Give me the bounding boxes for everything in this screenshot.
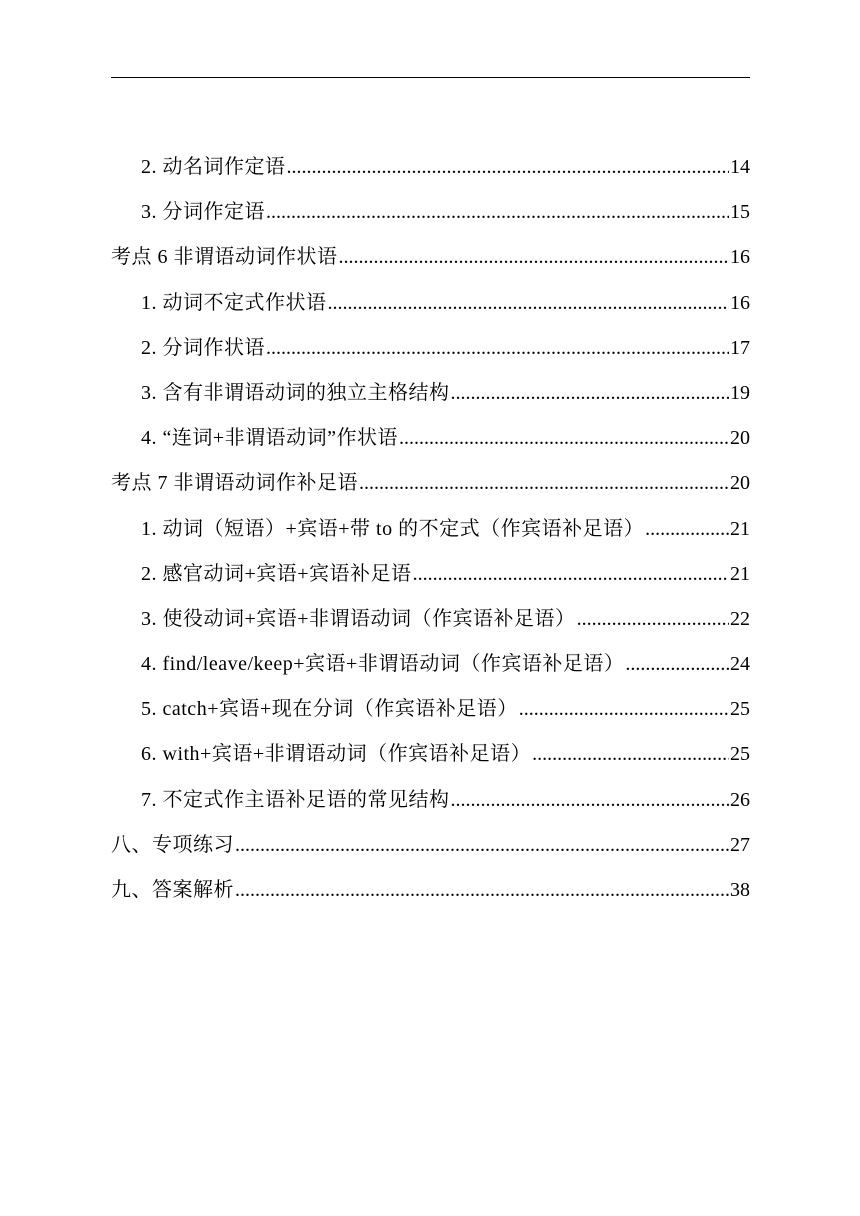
toc-entry[interactable]: [111, 374, 750, 419]
toc-dot-leader: [235, 826, 729, 864]
toc-entry-label: 3. 含有非谓语动词的独立主格结构: [141, 381, 450, 404]
toc-entry-label: 考点 6 非谓语动词作状语: [111, 246, 338, 269]
toc-entry-page: 27: [730, 833, 750, 856]
toc-dot-leader: [519, 690, 729, 728]
toc-entry-page: 25: [730, 743, 750, 766]
toc-entry-label: 九、答案解析: [111, 879, 234, 901]
toc-entry-page: 24: [730, 653, 750, 676]
toc-dot-leader: [625, 645, 729, 683]
toc-entry-page: 19: [730, 381, 750, 404]
toc-entry[interactable]: [111, 284, 750, 329]
toc-entry-label: 八、专项练习: [111, 833, 234, 856]
toc-entry-page: 38: [730, 879, 750, 901]
toc-entry-page: 16: [730, 291, 750, 314]
toc-entry[interactable]: [111, 826, 750, 871]
toc-entry[interactable]: [111, 690, 750, 735]
toc-entry-page: 21: [730, 562, 750, 585]
toc-entry-label: 2. 感官动词+宾语+宾语补足语: [141, 562, 412, 585]
toc-dot-leader: [235, 871, 729, 909]
toc-dot-leader: [328, 284, 730, 322]
toc-entry-label: 考点 7 非谓语动词作补足语: [111, 472, 358, 495]
toc-entry-page: 20: [730, 427, 750, 450]
toc-entry-page: 22: [730, 607, 750, 630]
toc-entry[interactable]: [111, 148, 750, 193]
toc-entry-page: 26: [730, 788, 750, 811]
toc-dot-leader: [451, 781, 730, 819]
toc-dot-leader: [577, 600, 729, 638]
toc-entry-page: 16: [730, 246, 750, 269]
toc-entry[interactable]: [111, 329, 750, 374]
toc-dot-leader: [339, 238, 730, 276]
toc-dot-leader: [266, 193, 729, 231]
toc-entry-page: 17: [730, 336, 750, 359]
table-of-contents: [111, 148, 750, 916]
toc-entry-label: 1. 动词不定式作状语: [141, 291, 327, 314]
toc-dot-leader: [266, 329, 729, 367]
toc-entry[interactable]: [111, 735, 750, 780]
toc-entry[interactable]: [111, 464, 750, 509]
toc-entry[interactable]: [111, 510, 750, 555]
toc-entry-page: 20: [730, 472, 750, 495]
toc-dot-leader: [413, 555, 729, 593]
toc-entry[interactable]: [111, 645, 750, 690]
toc-entry-label: 6. with+宾语+非谓语动词（作宾语补足语）: [141, 743, 532, 766]
toc-dot-leader: [399, 419, 729, 457]
toc-entry-label: 3. 使役动词+宾语+非谓语动词（作宾语补足语）: [141, 607, 576, 630]
toc-dot-leader: [645, 510, 729, 548]
toc-entry[interactable]: [111, 193, 750, 238]
toc-entry[interactable]: [111, 419, 750, 464]
toc-entry-page: 21: [730, 517, 750, 540]
toc-dot-leader: [287, 148, 730, 186]
toc-dot-leader: [359, 464, 729, 502]
toc-entry[interactable]: [111, 238, 750, 283]
toc-entry-label: 7. 不定式作主语补足语的常见结构: [141, 788, 450, 811]
toc-entry-label: 2. 动名词作定语: [141, 156, 286, 178]
toc-entry-page: 25: [730, 698, 750, 721]
toc-entry[interactable]: [111, 555, 750, 600]
toc-entry-page: 14: [730, 156, 750, 178]
toc-entry-label: 5. catch+宾语+现在分词（作宾语补足语）: [141, 698, 518, 721]
toc-entry-label: 2. 分词作状语: [141, 336, 265, 359]
toc-entry-page: 15: [730, 201, 750, 224]
toc-entry-label: 1. 动词（短语）+宾语+带 to 的不定式（作宾语补足语）: [141, 517, 645, 540]
toc-entry-label: 3. 分词作定语: [141, 201, 265, 224]
toc-entry[interactable]: [111, 781, 750, 826]
toc-entry[interactable]: [111, 600, 750, 645]
header-rule: [111, 77, 750, 78]
toc-entry-label: 4. find/leave/keep+宾语+非谓语动词（作宾语补足语）: [141, 653, 625, 676]
toc-entry-label: 4. “连词+非谓语动词”作状语: [141, 427, 399, 450]
toc-dot-leader: [451, 374, 730, 412]
toc-entry[interactable]: [111, 871, 750, 916]
toc-dot-leader: [532, 735, 729, 773]
